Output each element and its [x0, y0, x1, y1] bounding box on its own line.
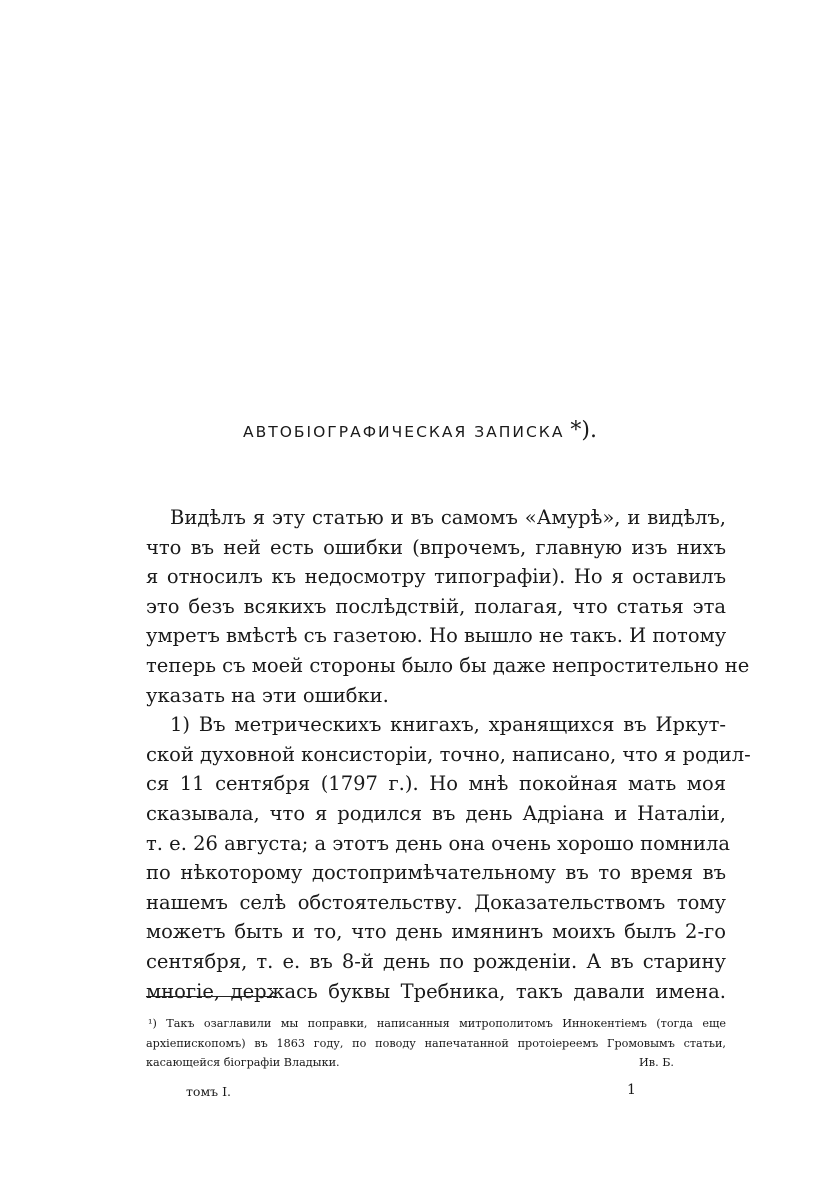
text-line: умретъ вмѣстѣ съ газетою. Но вышло не такъ. И потому [146, 624, 727, 648]
text-line: по нѣкоторому достопримѣчательному въ то время въ [146, 861, 726, 885]
volume-label: томъ I. [186, 1084, 232, 1099]
text-line: ся 11 сентября (1797 г.). Но мнѣ покойная мать моя [146, 772, 726, 796]
text-line: 1) Въ метрическихъ книгахъ, хранящихся въ Иркут- [170, 713, 726, 737]
body-text [146, 503, 751, 1006]
footnote-line: ¹) Такъ озаглавили мы поправки, написанныя митрополитомъ Иннокентіемъ (тогда еще [148, 1017, 726, 1030]
text-line: многіе, держась буквы Требника, такъ давали имена. [146, 979, 726, 1003]
paragraph [146, 710, 751, 1006]
text-line: т. е. 26 августа; а этотъ день она очень хорошо помнила [146, 831, 731, 855]
footnote-line: касающейся біографіи Владыки. [146, 1056, 340, 1069]
footnote-last-line [146, 1053, 726, 1073]
text-line: Видѣлъ я эту статью и въ самомъ «Амурѣ», и видѣлъ, [170, 506, 726, 529]
text-line: я относилъ къ недосмотру типографіи). Но я оставилъ [146, 565, 726, 589]
text-line: указать на эти ошибки. [146, 683, 389, 707]
heading-footnote-mark: *). [570, 418, 597, 443]
text-line: теперь съ моей стороны было бы даже непростительно не [146, 653, 750, 677]
text-line: что въ ней есть ошибки (впрочемъ, главную изъ нихъ [146, 535, 726, 559]
paragraph [146, 503, 750, 710]
chapter-heading [200, 418, 640, 443]
text-line: можетъ быть и то, что день имянинъ моихъ былъ 2-го [146, 920, 726, 944]
footnote-line: архіепископомъ) въ 1863 году, по поводу напечатанной протоіереемъ Громовымъ статьи, [146, 1036, 726, 1050]
signature-mark: 1 [627, 1082, 636, 1098]
text-line: это безъ всякихъ послѣдствій, полагая, что статья эта [146, 594, 726, 618]
footnote-signature: Ив. Б. [639, 1056, 674, 1069]
text-line: нашемъ селѣ обстоятельству. Доказательствомъ тому [146, 890, 726, 914]
text-line: ской духовной консисторіи, точно, написано, что я родил- [146, 742, 751, 766]
footnote [146, 1014, 726, 1073]
footnote-divider [146, 996, 276, 997]
text-line: сентября, т. е. въ 8-й день по рожденіи. А въ старину [146, 949, 726, 973]
text-line: сказывала, что я родился въ день Адріана и Наталіи, [146, 801, 726, 825]
chapter-title: АВТОБІОГРАФИЧЕСКАЯ ЗАПИСКА [243, 423, 565, 441]
